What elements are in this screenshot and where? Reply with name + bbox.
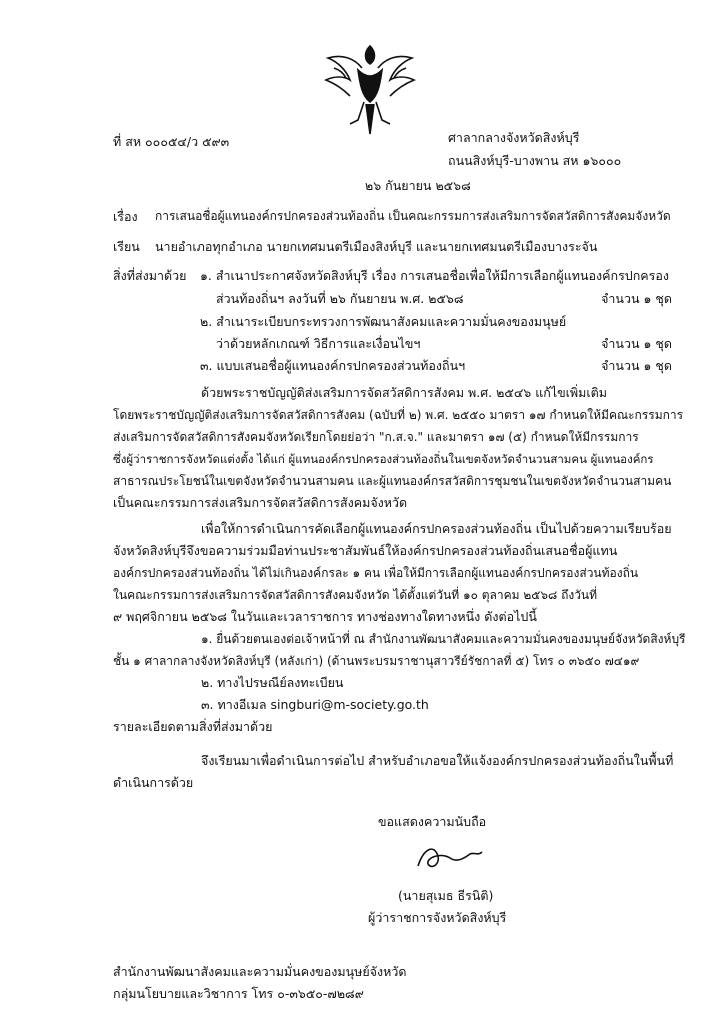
channel-item: ๑. ยื่นด้วยตนเองต่อเจ้าหน้าที่ ณ สำนักงานพัฒนาสังคมและความมั่นคงของมนุษย์จังหวัดสิงห์บุรี <box>201 632 686 646</box>
enclosure-2-qty: จำนวน ๑ ชุด <box>601 336 672 351</box>
paragraph-1 <box>113 382 693 514</box>
subject-label: เรื่อง <box>113 209 138 224</box>
footer-contact: กลุ่มนโยบายและวิชาการ โทร ๐-๓๖๕๐-๗๒๘๙ <box>113 986 364 1001</box>
paragraph-2-line: จังหวัดสิงห์บุรีจึงขอความร่วมมือท่านประชาสัมพันธ์ให้องค์กรปกครองส่วนท้องถิ่นเสนอชื่อผู้แทน <box>113 543 618 558</box>
signature-icon <box>410 838 490 878</box>
office-address-line-1: ศาลากลางจังหวัดสิงห์บุรี <box>448 130 580 145</box>
closing <box>113 750 693 794</box>
enclosure-3-line-1: ๓. แบบเสนอชื่อผู้แทนองค์กรปกครองส่วนท้องถิ่นฯ <box>200 358 466 373</box>
garuda-emblem-icon <box>320 40 420 138</box>
closing-line: ดำเนินการด้วย <box>113 775 194 790</box>
enclosure-1-qty: จำนวน ๑ ชุด <box>601 291 672 306</box>
to-text: นายอำเภอทุกอำเภอ นายกเทศมนตรีเมืองสิงห์บุรี และนายกเทศมนตรีเมืองบางระจัน <box>155 239 598 254</box>
office-address-line-2: ถนนสิงห์บุรี-บางพาน สห ๑๖๐๐๐ <box>448 153 622 168</box>
paragraph-2-line: องค์กรปกครองส่วนท้องถิ่น ได้ไม่เกินองค์กรละ ๑ คน เพื่อให้มีการเลือกผู้แทนองค์กรปกครองส่วนท้องถิ่น <box>113 566 639 580</box>
footer-office: สำนักงานพัฒนาสังคมและความมั่นคงของมนุษย์จังหวัด <box>113 964 407 979</box>
channel-item: ๒. ทางไปรษณีย์ลงทะเบียน <box>201 675 344 690</box>
paragraph-1-line: ซึ่งผู้ว่าราชการจังหวัดแต่งตั้ง ได้แก่ ผู้แทนองค์กรปกครองส่วนท้องถิ่นในเขตจังหวัดจำนวนสามคน ผู้แทนองค์กร <box>113 452 654 466</box>
document-date: ๒๖ กันยายน ๒๕๖๘ <box>365 178 471 193</box>
paragraph-1-line: โดยพระราชบัญญัติส่งเสริมการจัดสวัสดิการสังคม (ฉบับที่ ๒) พ.ศ. ๒๕๕๐ มาตรา ๑๗ กำหนดให้มีคณะกรรมการ <box>113 408 684 422</box>
enclosure-1-line-1: ๑. สำเนาประกาศจังหวัดสิงห์บุรี เรื่อง การเสนอชื่อเพื่อให้มีการเลือกผู้แทนองค์กรปกครอง <box>200 268 669 283</box>
paragraph-1-line: สาธารณประโยชน์ในเขตจังหวัดจำนวนสามคน และผู้แทนองค์กรสวัสดิการชุมชนในเขตจังหวัดจำนวนสามคน <box>113 474 672 488</box>
paragraph-2-line: ในคณะกรรมการส่งเสริมการจัดสวัสดิการสังคมจังหวัด ได้ตั้งแต่วันที่ ๑๐ ตุลาคม ๒๕๖๘ ถึงวันที่ <box>113 588 598 602</box>
channel-item: ชั้น ๑ ศาลากลางจังหวัดสิงห์บุรี (หลังเก่า) (ด้านพระบรมราชานุสาวรีย์รัชกาลที่ ๕) โทร ๐ ๓๖๕๐ ๗๔๑๙ <box>113 654 640 668</box>
paragraph-1-line: ด้วยพระราชบัญญัติส่งเสริมการจัดสวัสดิการสังคม พ.ศ. ๒๕๔๖ แก้ไขเพิ่มเติม <box>201 385 608 400</box>
enclosure-3-qty: จำนวน ๑ ชุด <box>601 358 672 373</box>
enclosure-1-line-2: ส่วนท้องถิ่นฯ ลงวันที่ ๒๖ กันยายน พ.ศ. ๒๕๖๘ <box>216 291 464 306</box>
subject-text: การเสนอชื่อผู้แทนองค์กรปกครองส่วนท้องถิ่น เป็นคณะกรรมการส่งเสริมการจัดสวัสดิการสังคมจังหวัด <box>155 209 671 223</box>
regards: ขอแสดงความนับถือ <box>378 814 487 829</box>
enclosure-2-line-1: ๒. สำเนาระเบียบกระทรวงการพัฒนาสังคมและความมั่นคงของมนุษย์ <box>200 314 567 329</box>
channel-item: ๓. ทางอีเมล singburi@m-society.go.th <box>201 697 429 712</box>
paragraph-2 <box>113 518 693 738</box>
signer-title: ผู้ว่าราชการจังหวัดสิงห์บุรี <box>368 910 507 925</box>
enclosure-2-line-2: ว่าด้วยหลักเกณฑ์ วิธีการและเงื่อนไขฯ <box>216 336 421 351</box>
document-number: ที่ สห ๐๐๐๕๔/ว ๕๙๓ <box>113 134 230 149</box>
paragraph-1-line: ส่งเสริมการจัดสวัสดิการสังคมจังหวัดเรียกโดยย่อว่า "ก.ส.จ." และมาตรา ๑๗ (๕) กำหนดให้มีกรรมการ <box>113 430 639 444</box>
closing-line: จึงเรียนมาเพื่อดำเนินการต่อไป สำหรับอำเภอขอให้แจ้งองค์กรปกครองส่วนท้องถิ่นในพื้นที่ <box>201 753 674 768</box>
paragraph-1-line: เป็นคณะกรรมการส่งเสริมการจัดสวัสดิการสังคมจังหวัด <box>113 495 408 510</box>
signer-name: (นายสุเมธ ธีรนิติ) <box>398 888 494 903</box>
paragraph-2-line: เพื่อให้การดำเนินการคัดเลือกผู้แทนองค์กรปกครองส่วนท้องถิ่น เป็นไปด้วยความเรียบร้อย <box>201 521 672 536</box>
paragraph-2-line: ๙ พฤศจิกายน ๒๕๖๘ ในวันและเวลาราชการ ทางช่องทางใดทางหนึ่ง ดังต่อไปนี้ <box>113 609 537 624</box>
details-line: รายละเอียดตามสิ่งที่ส่งมาด้วย <box>113 719 273 734</box>
to-label: เรียน <box>113 239 140 254</box>
enclosures-label: สิ่งที่ส่งมาด้วย <box>113 268 187 283</box>
